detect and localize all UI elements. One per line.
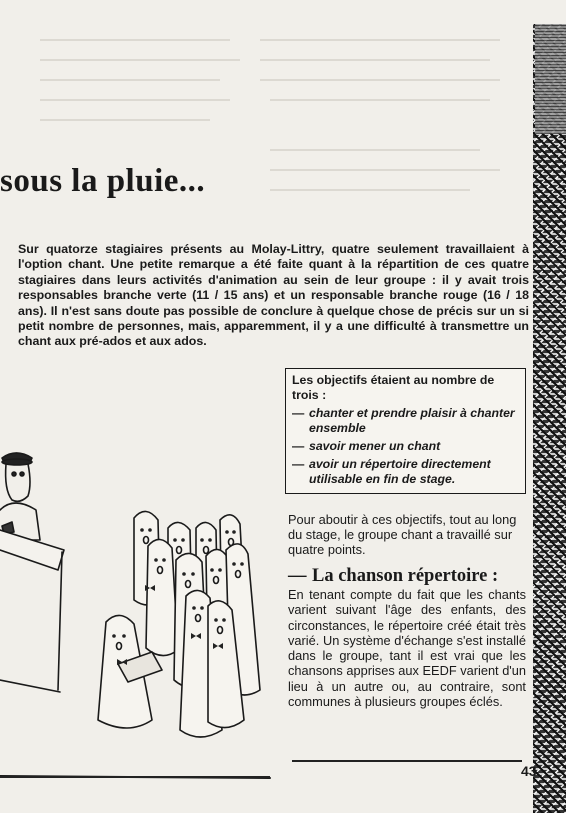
section-dash: — <box>288 566 307 586</box>
choir-cartoon-illustration <box>0 400 280 790</box>
page-title: sous la pluie... <box>0 163 206 199</box>
decorative-pattern-top <box>535 24 566 134</box>
decorative-pattern-strip <box>533 24 566 813</box>
objective-text: chanter et prendre plaisir à chanter ensemble <box>309 406 515 435</box>
objective-dash: — <box>292 406 305 420</box>
objective-item <box>292 439 519 454</box>
section-heading <box>288 566 498 587</box>
goals-paragraph: Pour aboutir à ces objectifs, tout au long du stage, le groupe chant a travaillé sur quatre points. <box>288 512 517 558</box>
objective-dash: — <box>292 457 305 471</box>
objectives-box <box>285 368 526 494</box>
bottom-rule-right <box>292 760 522 762</box>
objective-item <box>292 406 519 436</box>
bottom-rule-left <box>0 776 270 778</box>
objective-item <box>292 457 519 487</box>
section-heading-text: La chanson répertoire : <box>312 566 499 586</box>
page-number: 43 <box>521 763 537 779</box>
objectives-intro: Les objectifs étaient au nombre de trois : <box>292 373 495 402</box>
objective-text: avoir un répertoire directement utilisable en fin de stage. <box>309 457 491 486</box>
intro-paragraph: Sur quatorze stagiaires présents au Molay-Littry, quatre seulement travaillaient à l'option chant. Une petite remarque a été faite quant à la répartition de ces quatre stagiaires dans leurs activités d'animation au sein de leur groupe : il y avait trois responsables branche verte (11 / 15 ans) et un responsable branche rouge (16 / 18 ans). Il n'est sans doute pas possible de conclure à quelque chose de précis sur un si petit nombre de personnes, mais, apparemment, il y a une difficulté à transmettre un chant aux pré-ados et aux ados. <box>18 242 529 349</box>
objective-text: savoir mener un chant <box>309 439 441 453</box>
objective-dash: — <box>292 439 305 453</box>
section-body: En tenant compte du fait que les chants varient suivant l'âge des enfants, des circonstances, le répertoire créé était très varié. Un système d'échange s'est installé dans le groupe, tant il est vrai que les chansons apprises aux EEDF varient d'un lieu à un autre ou, au contraire, sont communes à plusieurs groupes éclés. <box>288 587 526 710</box>
objectives-list <box>292 406 519 487</box>
